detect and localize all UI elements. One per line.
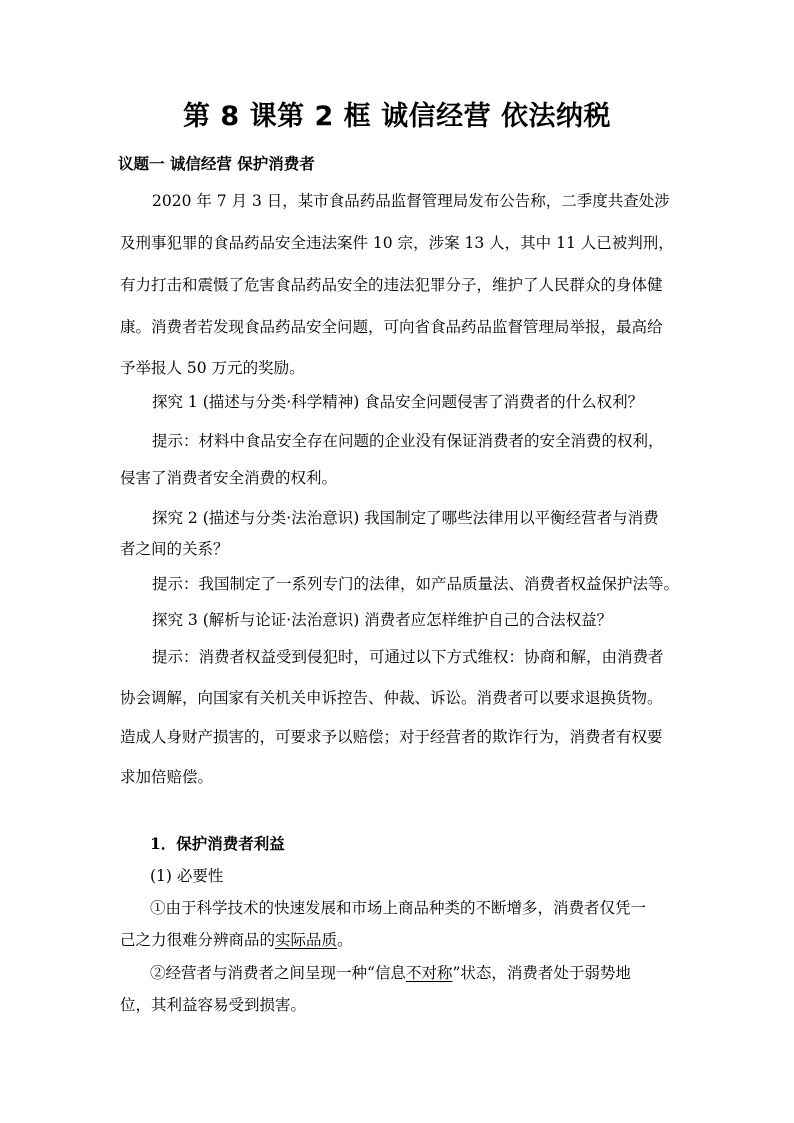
answer-3-line: 造成人身财产损害的，可要求予以赔偿；对于经营者的欺诈行为，消费者有权要 — [120, 728, 663, 746]
question-3: 探究 3 (解析与论证·法治意识) 消费者应怎样维护自己的合法权益？ — [152, 611, 613, 629]
answer-3-line: 求加倍赔偿。 — [120, 768, 214, 786]
answer-1-line: 提示：材料中食品安全存在问题的企业没有保证消费者的安全消费的权利， — [152, 432, 664, 450]
material-line: 有力打击和震慑了危害食品药品安全的违法犯罪分子，维护了人民群众的身体健 — [120, 276, 663, 294]
question-2-line: 探究 2 (描述与分类·法治意识) 我国制定了哪些法律用以平衡经营者与消费 — [152, 509, 659, 527]
material-line: 2020 年 7 月 3 日，某市食品药品监督管理局发布公告称，二季度共查处涉 — [152, 192, 670, 210]
text-fragment: ”状态，消费者处于弱势地 — [452, 964, 631, 982]
underlined-term: 不对称 — [405, 964, 453, 982]
answer-3-line: 协会调解，向国家有关机关申诉控告、仲裁、诉讼。消费者可以要求退换货物。 — [120, 689, 663, 707]
subsection-heading: (1) 必要性 — [150, 867, 224, 885]
question-1: 探究 1 (描述与分类·科学精神) 食品安全问题侵害了消费者的什么权利？ — [152, 393, 644, 411]
text-fragment: 。 — [337, 931, 353, 949]
underlined-term: 实际品质 — [275, 931, 338, 949]
material-line: 康。消费者若发现食品药品安全问题，可向省食品药品监督管理局举报，最高给 — [120, 318, 663, 336]
answer-3-line: 提示：消费者权益受到侵犯时，可通过以下方式维权：协商和解，由消费者 — [152, 648, 664, 666]
point-2-line: 位，其利益容易受到损害。 — [120, 996, 307, 1014]
text-fragment: 己之力很难分辨商品的 — [120, 931, 276, 949]
answer-1-line: 侵害了消费者安全消费的权利。 — [120, 469, 338, 487]
answer-2: 提示：我国制定了一系列专门的法律，如产品质量法、消费者权益保护法等。 — [152, 575, 680, 593]
material-line: 及刑事犯罪的食品药品安全违法案件 10 宗，涉案 13 人，其中 11 人已被判刑， — [120, 234, 674, 252]
section-heading: 1．保护消费者利益 — [150, 834, 285, 853]
question-2-line: 者之间的关系？ — [120, 540, 229, 558]
point-1-line: ①由于科学技术的快速发展和市场上商品种类的不断增多，消费者仅凭一 — [150, 899, 647, 917]
material-line: 予举报人 50 万元的奖励。 — [120, 359, 305, 377]
page-title: 第 8 课第 2 框 诚信经营 依法纳税 — [183, 101, 611, 132]
topic-heading: 议题一 诚信经营 保护消费者 — [118, 154, 315, 173]
point-2-line — [150, 961, 631, 983]
point-1-line — [120, 928, 353, 950]
text-fragment: ②经营者与消费者之间呈现一种“信息 — [150, 964, 406, 982]
